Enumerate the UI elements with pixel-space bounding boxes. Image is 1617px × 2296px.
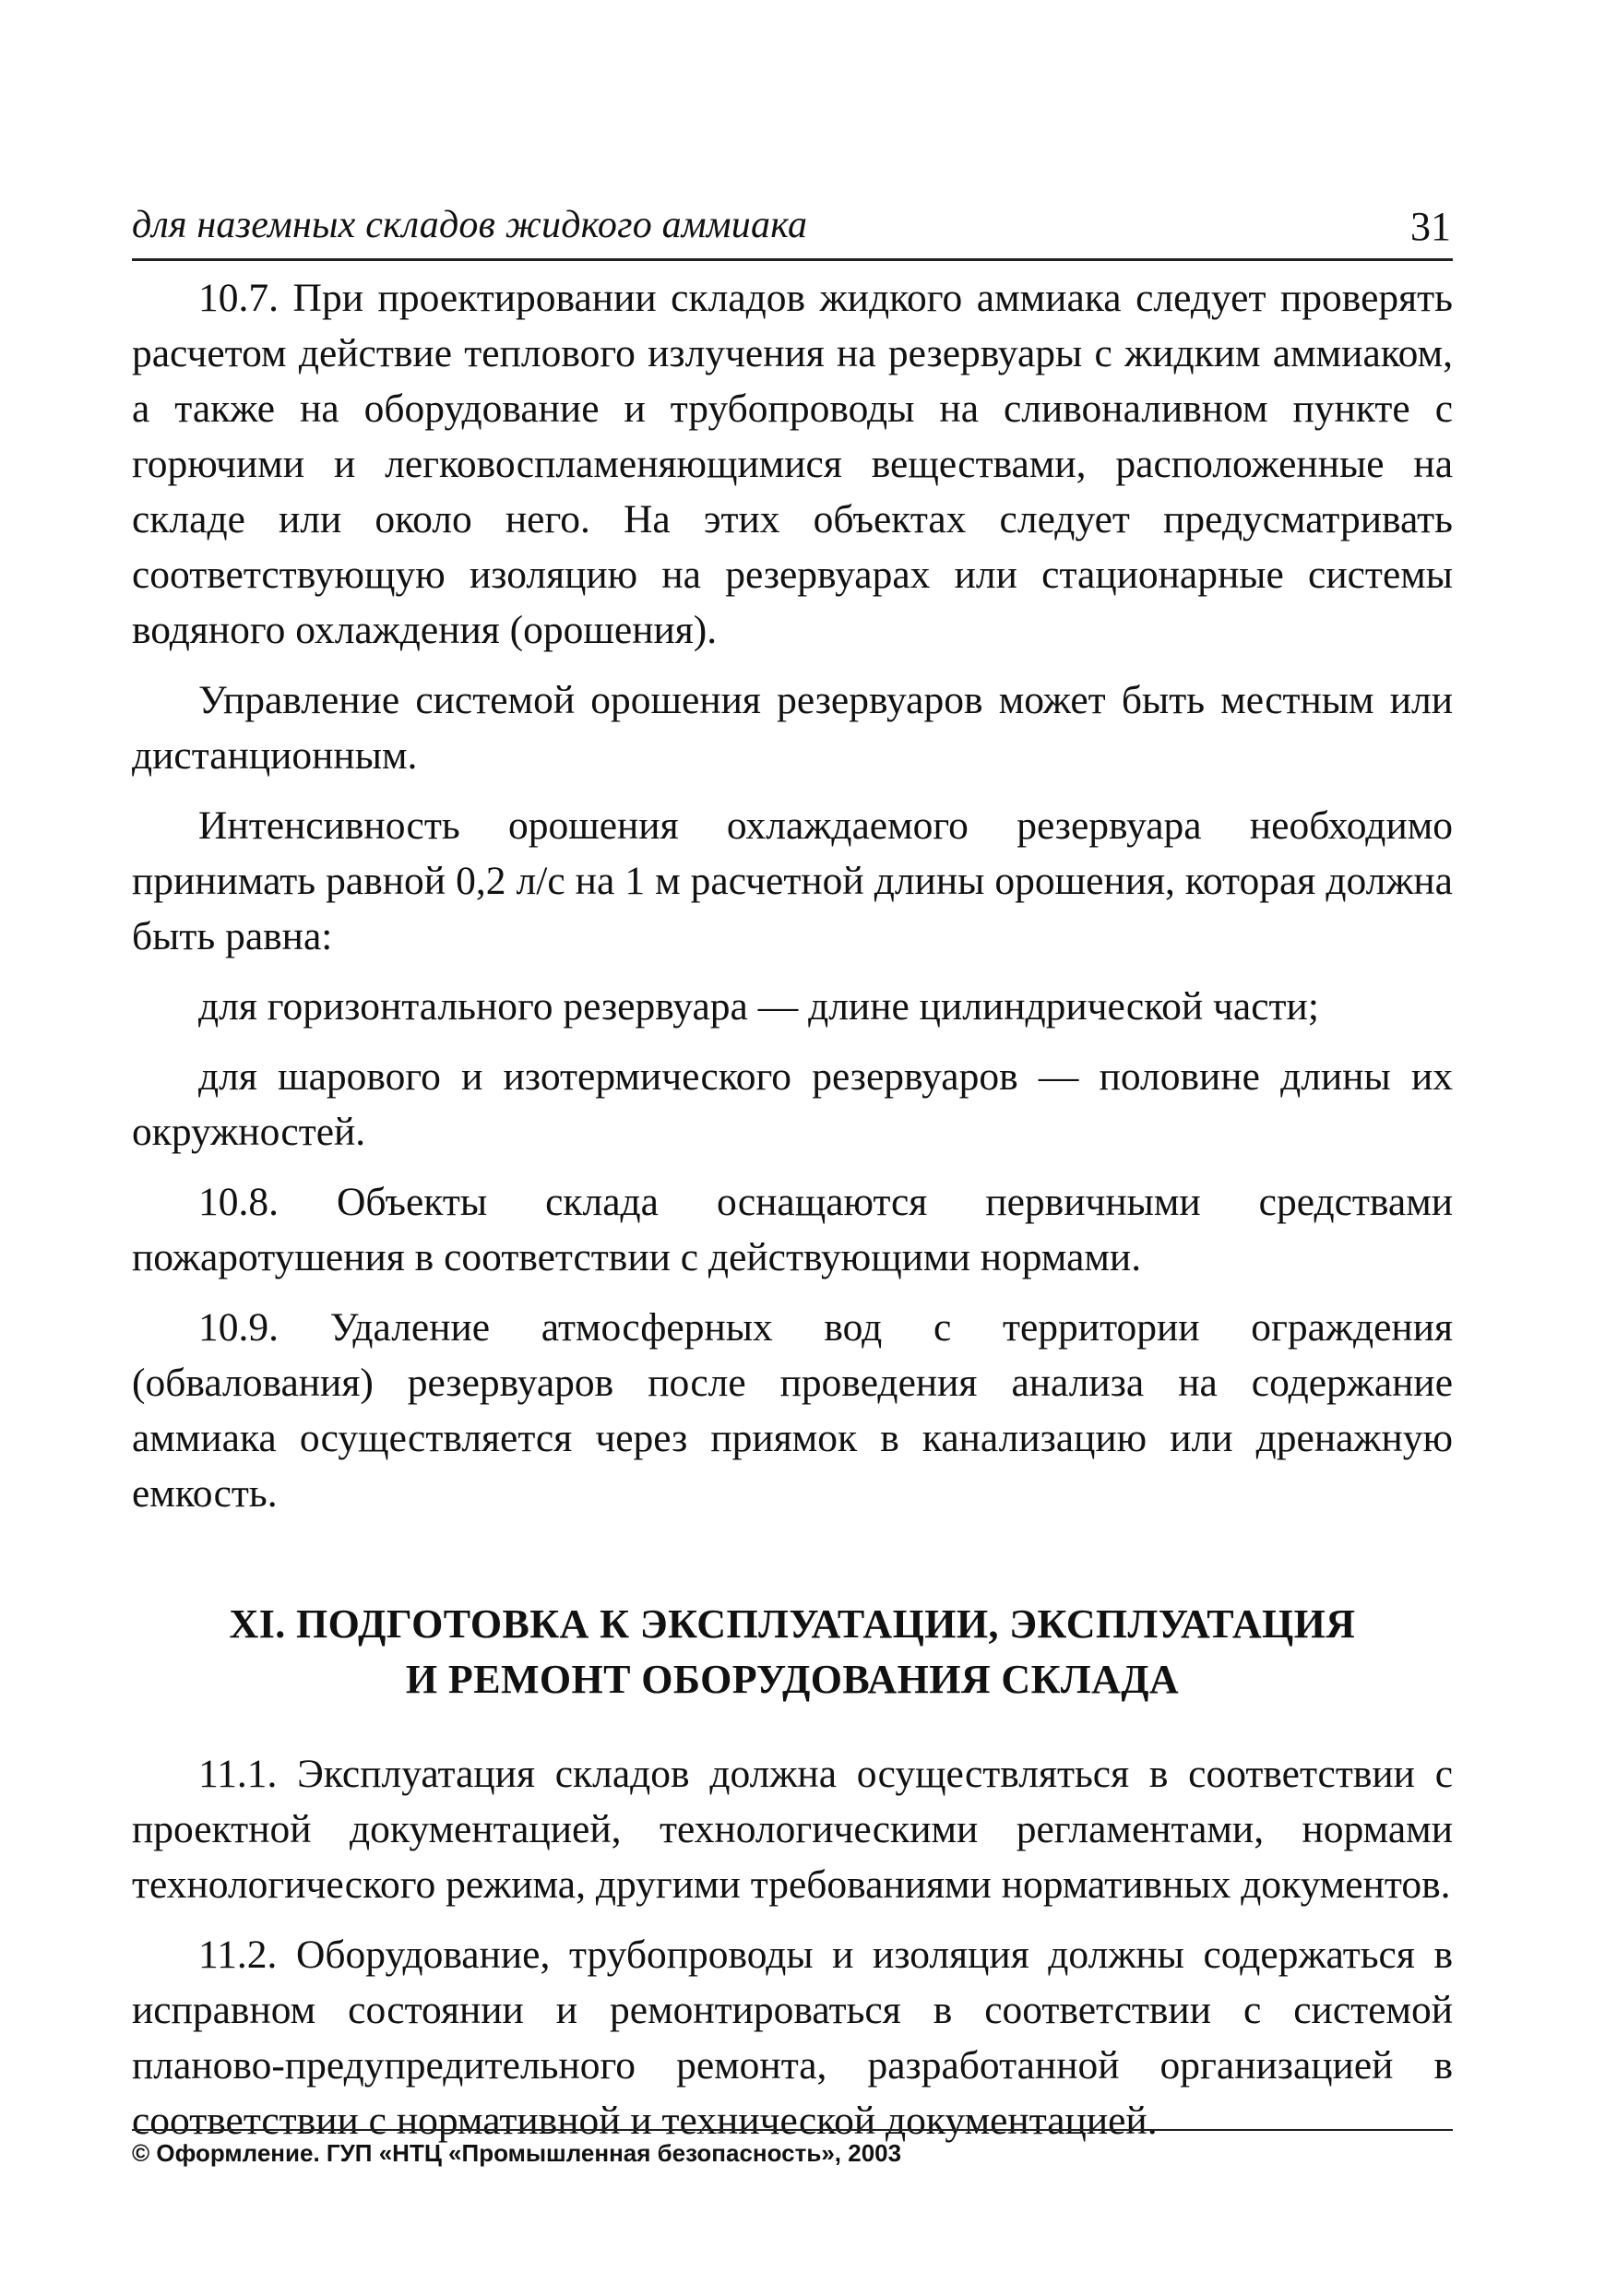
paragraph-10-7: 10.7. При проектировании складов жидкого аммиака следует проверять расчетом действие теплового излучения на резервуары с жидким аммиаком, а также на оборудование и трубопроводы на сливоналивном пункте с горючими и легковоспламеняющимися веществами, расположенные на складе или около него. На этих объектах следует предусматривать соответствующую изоляцию на резервуарах или стационарные системы водяного охлаждения (орошения). <box>132 276 1453 652</box>
paragraph-10-8: 10.8. Объекты склада оснащаются первичными средствами пожаротушения в соответствии с действующими нормами. <box>132 1180 1453 1279</box>
paragraph-irrigation-intensity: Интенсивность орошения охлаждаемого резервуара необходимо принимать равной 0,2 л/с на 1 м расчетной длины орошения, которая должна быть равна: <box>132 803 1453 958</box>
paragraph-spherical-tank: для шарового и изотермического резервуаров — половине длины их окружностей. <box>132 1054 1453 1154</box>
paragraph-11-1: 11.1. Эксплуатация складов должна осуществляться в соответствии с проектной документацией, технологическими регламентами, нормами технологического режима, другими требованиями нормативных документов. <box>132 1752 1453 1907</box>
footer-divider <box>132 2129 1453 2131</box>
running-title: для наземных складов жидкого аммиака <box>132 204 808 246</box>
paragraph-irrigation-control: Управление системой орошения резервуаров может быть местным или дистанционным. <box>132 678 1453 778</box>
paragraph-horizontal-tank: для горизонтального резервуара — длине цилиндрической части; <box>198 984 1319 1029</box>
page-number: 31 <box>1410 204 1451 249</box>
running-header <box>132 201 1453 261</box>
section-heading-line-1: XI. ПОДГОТОВКА К ЭКСПЛУАТАЦИИ, ЭКСПЛУАТАЦИЯ <box>229 1601 1356 1647</box>
section-heading-line-2: И РЕМОНТ ОБОРУДОВАНИЯ СКЛАДА <box>405 1657 1180 1702</box>
paragraph-11-2: 11.2. Оборудование, трубопроводы и изоляция должны содержаться в исправном состоянии и ремонтироваться в соответствии с системой планово-предупредительного ремонта, разработанной организацией в соответствии с нормативной и технической документацией. <box>132 1933 1453 2143</box>
section-heading <box>132 1597 1453 1707</box>
paragraph-10-9: 10.9. Удаление атмосферных вод с территории ограждения (обвалования) резервуаров после проведения анализа на содержание аммиака осуществляется через приямок в канализацию или дренажную емкость. <box>132 1305 1453 1516</box>
body-text <box>132 270 1453 2163</box>
footer-copyright: © Оформление. ГУП «НТЦ «Промышленная безопасность», 2003 <box>132 2139 902 2167</box>
